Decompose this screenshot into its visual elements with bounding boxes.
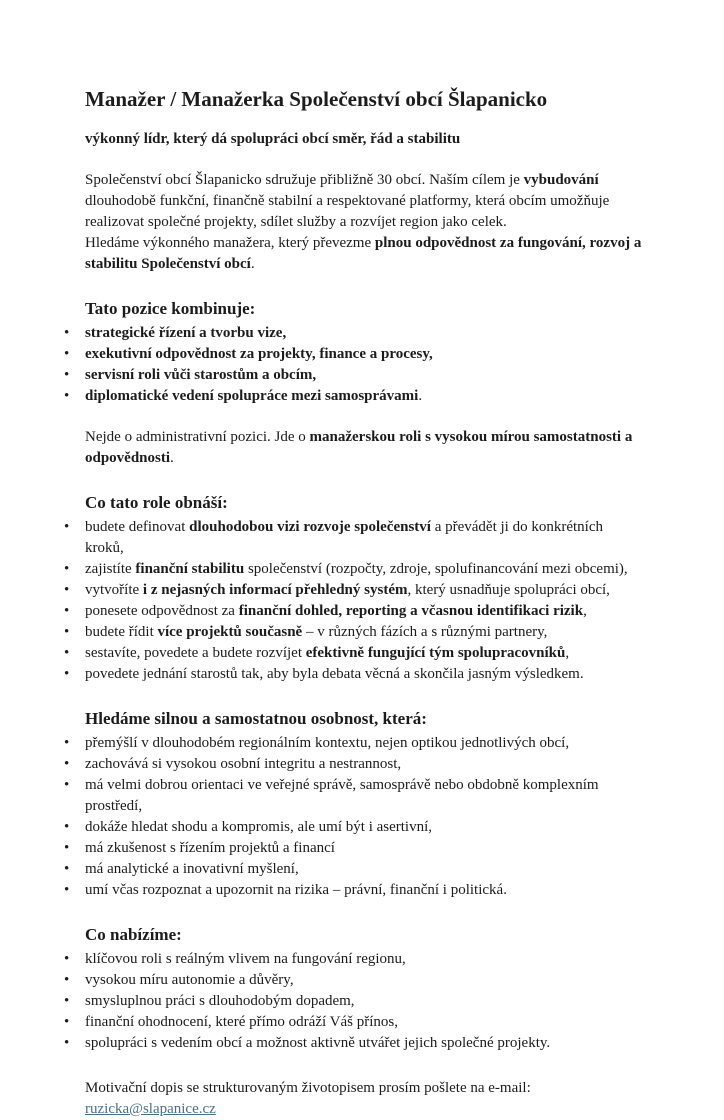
closing-text: Motivační dopis se strukturovaným životopisem prosím pošlete na e-mail: — [85, 1080, 531, 1096]
list-item: • přemýšlí v dlouhodobém regionálním kontextu, nejen optikou jednotlivých obcí, — [85, 733, 644, 754]
list-item: • vytvoříte i z nejasných informací přehledný systém, který usnadňuje spolupráci obcí, — [85, 580, 644, 601]
list-item: • umí včas rozpoznat a upozornit na rizika – právní, finanční i politická. — [85, 880, 644, 901]
email-link[interactable]: ruzicka@slapanice.cz — [85, 1101, 216, 1117]
list-item: • zachovává si vysokou osobní integritu a nestrannost, — [85, 754, 644, 775]
list-item: • povedete jednání starostů tak, aby byla debata věcná a skončila jasným výsledkem. — [85, 664, 644, 685]
list-item: • finanční ohodnocení, které přímo odráží Váš přínos, — [85, 1012, 644, 1033]
bullet-list-co-tato-role-obnasi — [85, 517, 644, 685]
list-item: • má analytické a inovativní myšlení, — [85, 859, 644, 880]
list-item: • diplomatické vedení spolupráce mezi samosprávami. — [85, 386, 644, 407]
list-item: • ponesete odpovědnost za finanční dohled, reporting a včasnou identifikaci rizik, — [85, 601, 644, 622]
list-item: • strategické řízení a tvorbu vize, — [85, 323, 644, 344]
list-item: • dokáže hledat shodu a kompromis, ale umí být i asertivní, — [85, 817, 644, 838]
list-item: • exekutivní odpovědnost za projekty, finance a procesy, — [85, 344, 644, 365]
list-item: • sestavíte, povedete a budete rozvíjet efektivně fungující tým spolupracovníků, — [85, 643, 644, 664]
list-item: • spolupráci s vedením obcí a možnost aktivně utvářet jejich společné projekty. — [85, 1033, 644, 1054]
list-item: • servisní roli vůči starostům a obcím, — [85, 365, 644, 386]
bullet-list-hledame-silnou-osobnost — [85, 733, 644, 901]
section-heading-hledame-silnou-osobnost: Hledáme silnou a samostatnou osobnost, která: — [85, 709, 427, 728]
list-item: • má velmi dobrou orientaci ve veřejné správě, samosprávě nebo obdobně komplexním prostředí, — [85, 775, 644, 817]
list-item: • smysluplnou práci s dlouhodobým dopadem, — [85, 991, 644, 1012]
section-heading-co-nabizime: Co nabízíme: — [85, 925, 182, 944]
section-heading-tato-pozice-kombinuje: Tato pozice kombinuje: — [85, 299, 256, 318]
section-heading-co-tato-role-obnasi: Co tato role obnáší: — [85, 493, 228, 512]
list-item: • vysokou míru autonomie a důvěry, — [85, 970, 644, 991]
bullet-list-co-nabizime — [85, 949, 644, 1054]
subtitle: výkonný lídr, který dá spolupráci obcí směr, řád a stabilitu — [85, 131, 461, 147]
list-item: • budete definovat dlouhodobou vizi rozvoje společenství a převádět ji do konkrétních kroků, — [85, 517, 644, 559]
list-item: • má zkušenost s řízením projektů a financí — [85, 838, 644, 859]
bullet-list-tato-pozice-kombinuje — [85, 323, 644, 407]
note-paragraph: Nejde o administrativní pozici. Jde o manažerskou roli s vysokou mírou samostatnosti a odpovědnosti. — [85, 429, 633, 466]
list-item: • zajistíte finanční stabilitu společenství (rozpočty, zdroje, spolufinancování mezi obcemi), — [85, 559, 644, 580]
page-title: Manažer / Manažerka Společenství obcí Šlapanicko — [85, 87, 548, 111]
list-item: • klíčovou roli s reálným vlivem na fungování regionu, — [85, 949, 644, 970]
intro-paragraph-2: Hledáme výkonného manažera, který převezme plnou odpovědnost za fungování, rozvoj a stabilitu Společenství obcí. — [85, 235, 642, 272]
list-item: • budete řídit více projektů současně – v různých fázích a s různými partnery, — [85, 622, 644, 643]
intro-paragraph-1: Společenství obcí Šlapanicko sdružuje přibližně 30 obcí. Naším cílem je vybudování dlouhodobě funkční, finančně stabilní a respektované platformy, která obcím umožňuje realizovat společné projekty, sdílet služby a rozvíjet region jako celek. — [85, 172, 610, 230]
